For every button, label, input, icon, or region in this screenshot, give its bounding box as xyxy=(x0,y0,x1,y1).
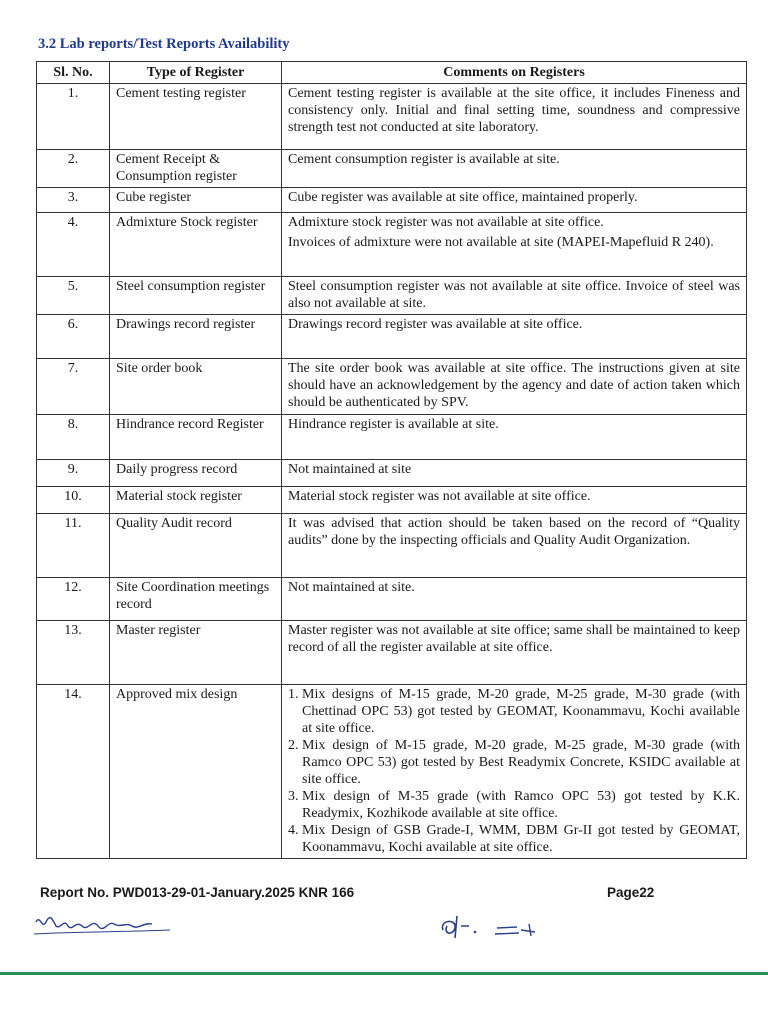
section-title: 3.2 Lab reports/Test Reports Availability xyxy=(38,36,290,52)
mix-design-item: 3. Mix design of M-35 grade (with Ramco OPC 53) got tested by K.K. Readymix, Kozhikode available at site office. xyxy=(302,788,740,822)
row-register-type: Approved mix design xyxy=(110,685,282,859)
row-sl-no: 4. xyxy=(37,213,110,277)
row-sl-no: 12. xyxy=(37,578,110,621)
header-type-of-register: Type of Register xyxy=(110,62,282,84)
mix-design-item: 2. Mix design of M-15 grade, M-20 grade, M-25 grade, M-30 grade (with Ramco OPC 53) got tested by Best Readymix Concrete, KSIDC available at site office. xyxy=(302,737,740,788)
row-sl-no: 2. xyxy=(37,150,110,188)
table-row xyxy=(37,460,747,487)
row-sl-no: 7. xyxy=(37,359,110,415)
row-sl-no: 6. xyxy=(37,315,110,359)
comment-text: Master register was not available at site office; same shall be maintained to keep record of all the register available at site office. xyxy=(288,623,740,655)
table-row xyxy=(37,150,747,188)
table-row xyxy=(37,315,747,359)
report-number: Report No. PWD013-29-01-January.2025 KNR 166 xyxy=(40,885,355,900)
mix-design-list xyxy=(284,686,740,856)
header-sl-no: Sl. No. xyxy=(37,62,110,84)
table-header-row xyxy=(37,62,747,84)
page-footer xyxy=(40,885,740,900)
row-sl-no: 1. xyxy=(37,84,110,150)
comment-text: The site order book was available at site office. The instructions given at site should have an acknowledgement by the agency and date of action taken which should be authenticated by SPV. xyxy=(288,361,740,410)
table-row xyxy=(37,514,747,578)
row-sl-no: 5. xyxy=(37,277,110,315)
row-sl-no: 9. xyxy=(37,460,110,487)
table-row xyxy=(37,415,747,460)
comment-text: Cube register was available at site office, maintained properly. xyxy=(288,190,638,205)
header-comments: Comments on Registers xyxy=(282,62,747,84)
row-sl-no: 8. xyxy=(37,415,110,460)
row-comment xyxy=(282,415,747,460)
row-sl-no: 13. xyxy=(37,621,110,685)
comment-text: Material stock register was not available at site office. xyxy=(288,489,591,504)
comment-text: Drawings record register was available at site office. xyxy=(288,317,583,332)
table-row xyxy=(37,213,747,277)
row-comment xyxy=(282,188,747,213)
row-comment xyxy=(282,213,747,277)
table-row xyxy=(37,578,747,621)
table-row xyxy=(37,277,747,315)
row-register-type: Quality Audit record xyxy=(110,514,282,578)
row-register-type: Drawings record register xyxy=(110,315,282,359)
row-comment xyxy=(282,621,747,685)
row-register-type: Cube register xyxy=(110,188,282,213)
handwritten-signature-left xyxy=(30,908,180,940)
row-register-type: Master register xyxy=(110,621,282,685)
row-register-type: Cement Receipt & Consumption register xyxy=(110,150,282,188)
row-comment xyxy=(282,578,747,621)
registers-table xyxy=(36,61,747,859)
comment-text: Not maintained at site xyxy=(288,462,412,477)
row-comment xyxy=(282,685,747,859)
comment-text: Admixture stock register was not available at site office. xyxy=(288,215,604,230)
page-number: Page22 xyxy=(607,885,655,900)
comment-text: Steel consumption register was not available at site office. Invoice of steel was also not available at site. xyxy=(288,279,740,311)
row-register-type: Site order book xyxy=(110,359,282,415)
row-register-type: Site Coordination meetings record xyxy=(110,578,282,621)
row-register-type: Material stock register xyxy=(110,487,282,514)
table-row xyxy=(37,487,747,514)
comment-text: Invoices of admixture were not available at site (MAPEI-Mapefluid R 240). xyxy=(288,235,714,250)
row-comment xyxy=(282,359,747,415)
row-comment xyxy=(282,277,747,315)
mix-design-item: 1. Mix designs of M-15 grade, M-20 grade, M-25 grade, M-30 grade (with Chettinad OPC 53) got tested by GEOMAT, Koonammavu, Kochi available at site office. xyxy=(302,686,740,737)
comment-text: Cement testing register is available at the site office, it includes Fineness and consistency only. Initial and final setting time, soundness and compressive strength test not conducted at site laboratory. xyxy=(288,86,740,135)
row-sl-no: 3. xyxy=(37,188,110,213)
row-comment xyxy=(282,84,747,150)
row-register-type: Steel consumption register xyxy=(110,277,282,315)
table-row xyxy=(37,685,747,859)
comment-text: Not maintained at site. xyxy=(288,580,415,595)
row-register-type: Admixture Stock register xyxy=(110,213,282,277)
comment-text: Cement consumption register is available at site. xyxy=(288,152,560,167)
row-register-type: Cement testing register xyxy=(110,84,282,150)
bottom-rule xyxy=(0,972,768,975)
comment-text: It was advised that action should be taken based on the record of “Quality audits” done by the inspecting officials and Quality Audit Organization. xyxy=(288,516,740,548)
row-sl-no: 10. xyxy=(37,487,110,514)
row-register-type: Daily progress record xyxy=(110,460,282,487)
row-sl-no: 14. xyxy=(37,685,110,859)
mix-design-item: 4. Mix Design of GSB Grade-I, WMM, DBM Gr-II got tested by GEOMAT, Koonammavu, Kochi available at site office. xyxy=(302,822,740,856)
table-row xyxy=(37,621,747,685)
row-comment xyxy=(282,514,747,578)
table-row xyxy=(37,188,747,213)
row-register-type: Hindrance record Register xyxy=(110,415,282,460)
table-row xyxy=(37,359,747,415)
row-sl-no: 11. xyxy=(37,514,110,578)
comment-text: Hindrance register is available at site. xyxy=(288,417,499,432)
row-comment xyxy=(282,315,747,359)
row-comment xyxy=(282,460,747,487)
table-row xyxy=(37,84,747,150)
row-comment xyxy=(282,487,747,514)
handwritten-signature-right xyxy=(435,912,565,942)
row-comment xyxy=(282,150,747,188)
